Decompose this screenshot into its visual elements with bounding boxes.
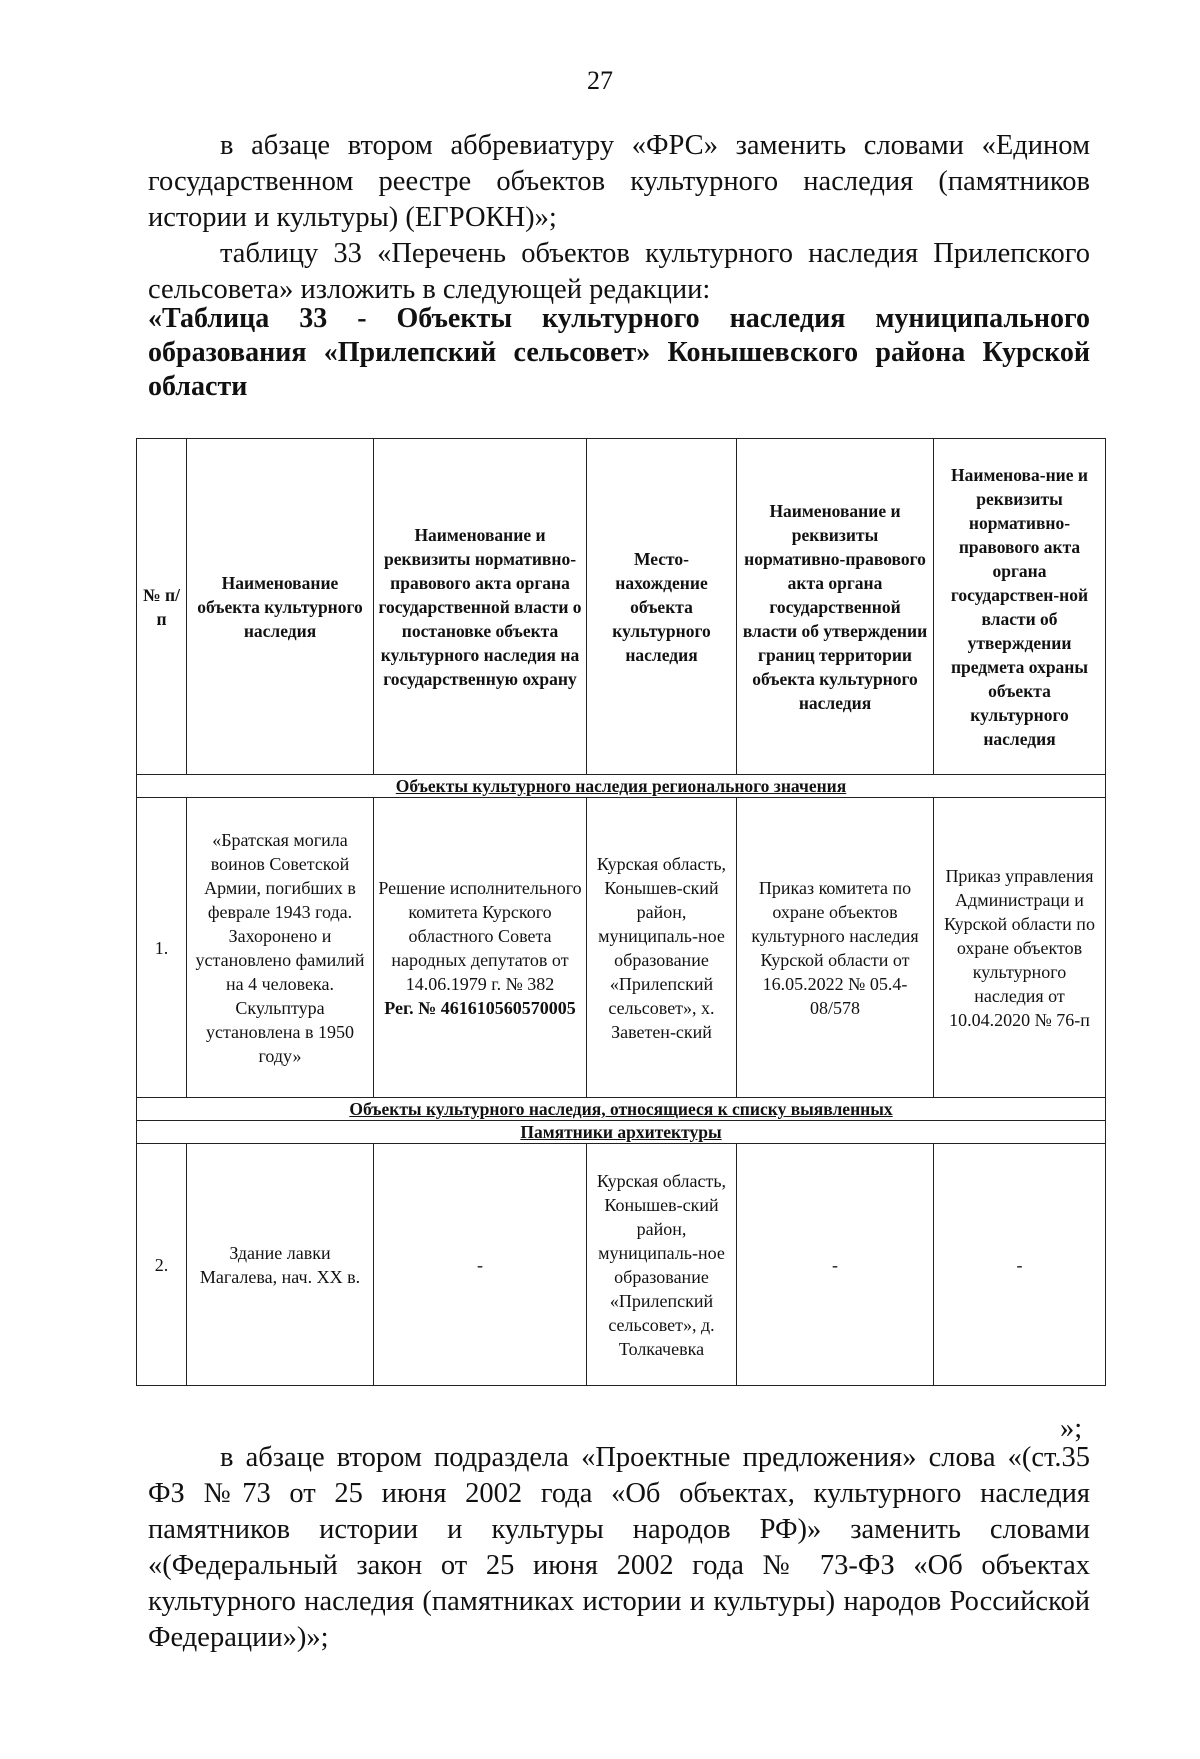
header-location: Место-нахождение объекта культурного наследия bbox=[587, 439, 737, 775]
section-row-regional bbox=[137, 775, 1106, 798]
section-architecture-label: Памятники архитектуры bbox=[137, 1121, 1106, 1144]
row-1-registration-number: Рег. № 461610560570005 bbox=[384, 997, 576, 1018]
table-row bbox=[137, 798, 1106, 1098]
table-header-row bbox=[137, 439, 1106, 775]
row-1-num: 1. bbox=[137, 798, 187, 1098]
section-regional-label: Объекты культурного наследия регионального значения bbox=[137, 775, 1106, 798]
row-1-act-subject: Приказ управления Администраци и Курской области по охране объектов культурного наследия от 10.04.2020 № 76-п bbox=[934, 798, 1106, 1098]
header-object-name: Наименование объекта культурного наследия bbox=[187, 439, 374, 775]
paragraph-1-text: в абзаце втором аббревиатуру «ФРС» заменить словами «Едином государственном реестре объектов культурного наследия (памятников истории и культуры) (ЕГРОКН)»; bbox=[148, 130, 1090, 233]
heritage-objects-table bbox=[136, 438, 1106, 1386]
section-row-architecture bbox=[137, 1121, 1106, 1144]
row-2-location: Курская область, Конышев-ский район, муниципаль-ное образование «Прилепский сельсовет», д. Толкачевка bbox=[587, 1144, 737, 1386]
row-1-location: Курская область, Конышев-ский район, муниципаль-ное образование «Прилепский сельсовет», х. Заветен-ский bbox=[587, 798, 737, 1098]
row-2-object-name: Здание лавки Магалева, нач. XX в. bbox=[187, 1144, 374, 1386]
paragraph-abbreviation-replacement bbox=[148, 128, 1090, 236]
section-identified-label: Объекты культурного наследия, относящиеся к списку выявленных bbox=[137, 1098, 1106, 1121]
row-1-act-boundaries: Приказ комитета по охране объектов культурного наследия Курской области от 16.05.2022 № 05.4-08/578 bbox=[737, 798, 934, 1098]
section-row-identified bbox=[137, 1098, 1106, 1121]
header-act-subject: Наименова-ние и реквизиты нормативно-правового акта органа государствен-ной власти об утверждении предмета охраны объекта культурного наследия bbox=[934, 439, 1106, 775]
paragraph-2-text: таблицу 33 «Перечень объектов культурного наследия Прилепского сельсовета» изложить в следующей редакции: bbox=[148, 238, 1090, 305]
closing-quote: »; bbox=[1060, 1413, 1083, 1444]
row-1-act-registration-text: Решение исполнительного комитета Курского областного Совета народных депутатов от 14.06.1979 г. № 382 bbox=[378, 877, 582, 994]
paragraph-4-text: в абзаце втором подраздела «Проектные предложения» слова «(ст.35 ФЗ №73 от 25 июня 2002 года «Об объектах, культурного наследия памятников истории и культуры народов РФ)» заменить словами «(Федеральный закон от 25 июня 2002 года № 73-ФЗ «Об объектах культурного наследия (памятниках истории и культуры) народов Российской Федерации»)»; bbox=[148, 1442, 1090, 1653]
paragraph-table-replacement bbox=[148, 236, 1090, 308]
header-act-boundaries: Наименование и реквизиты нормативно-правового акта органа государственной власти об утверждении границ территории объекта культурного наследия bbox=[737, 439, 934, 775]
row-2-act-registration: - bbox=[374, 1144, 587, 1386]
header-num: № п/п bbox=[137, 439, 187, 775]
page-number: 27 bbox=[587, 66, 613, 95]
table-row bbox=[137, 1144, 1106, 1386]
header-act-registration: Наименование и реквизиты нормативно-правового акта органа государственной власти о постановке объекта культурного наследия на государственную охрану bbox=[374, 439, 587, 775]
paragraph-project-proposals bbox=[148, 1440, 1090, 1656]
row-2-num: 2. bbox=[137, 1144, 187, 1386]
table-title: «Таблица 33 - Объекты культурного наследия муниципального образования «Прилепский сельсовет» Конышевского района Курской области bbox=[148, 303, 1090, 402]
row-1-act-registration bbox=[374, 798, 587, 1098]
row-1-object-name: «Братская могила воинов Советской Армии, погибших в феврале 1943 года. Захоронено и установлено фамилий на 4 человека. Скульптура установлена в 1950 году» bbox=[187, 798, 374, 1098]
row-2-act-boundaries: - bbox=[737, 1144, 934, 1386]
row-2-act-subject: - bbox=[934, 1144, 1106, 1386]
